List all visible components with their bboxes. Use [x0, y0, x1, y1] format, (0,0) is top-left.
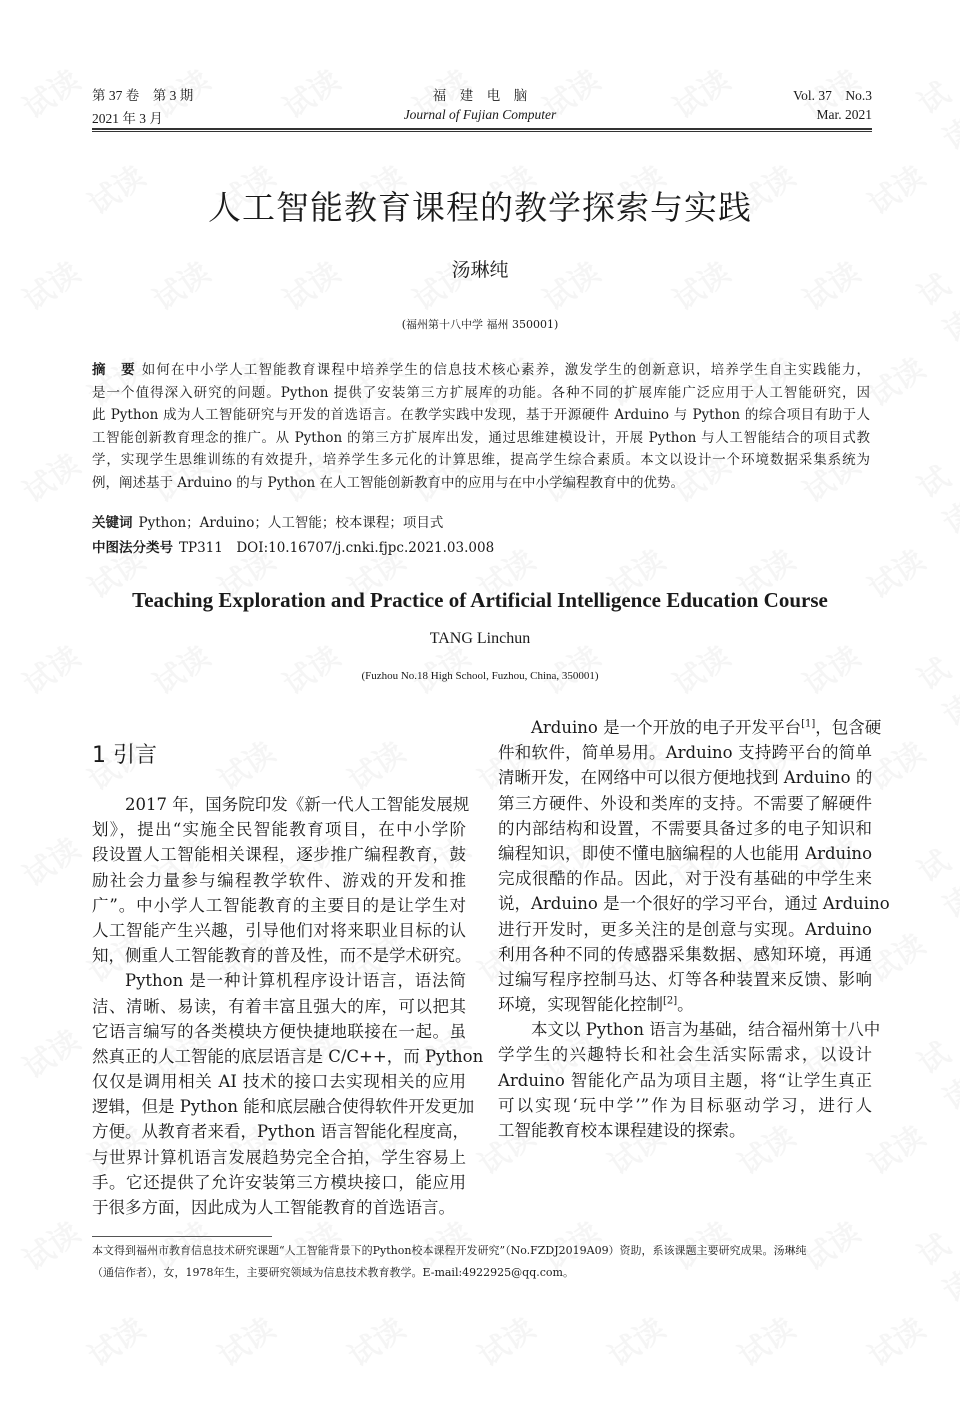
- english-affiliation: (Fuzhou No.18 High School, Fuzhou, China, 350001): [361, 670, 599, 682]
- footnote-line: （通信作者），女，1978年生，主要研究领域为信息技术教育教学。E-mail:4922925@qq.com。: [92, 1266, 574, 1279]
- header-volume-cn: 第 37 卷 第 3 期: [92, 88, 194, 103]
- header-date-cn: 2021 年 3 月: [92, 111, 163, 126]
- header-journal-cn: 福 建 电 脑: [432, 88, 528, 103]
- text-line: 说，Arduino 是一个很好的学习平台，通过 Arduino: [498, 894, 890, 914]
- watermark-text: [78, 1305, 152, 1375]
- right-column: [498, 715, 890, 1143]
- text-line: 第三方硬件、外设和类库的支持。不需要了解硬件: [498, 793, 872, 813]
- header-rule: [92, 128, 872, 130]
- citation: [2]: [663, 995, 678, 1007]
- watermark-text: [338, 729, 412, 799]
- english-title: Teaching Exploration and Practice of Artificial Intelligence Education Course: [132, 588, 828, 612]
- watermark-text: [338, 345, 412, 415]
- text-line: 逻辑，但是 Python 能和底层融合使得软件开发更加: [92, 1097, 475, 1117]
- watermark-text: [728, 1305, 802, 1375]
- watermark-text: [858, 345, 932, 415]
- text-line: Python 是一种计算机程序设计语言，语法简: [125, 971, 466, 991]
- watermark-text: [468, 345, 542, 415]
- watermark-text: [468, 1305, 542, 1375]
- text-line: 利用各种不同的传感器采集数据、感知环境，再通: [498, 944, 872, 964]
- paragraph: [498, 715, 890, 1017]
- watermark-text: [598, 1305, 672, 1375]
- paper-title: 人工智能教育课程的教学探索与实践: [208, 188, 752, 227]
- text-line: 清晰开发，在网络中可以很方便地找到 Arduino 的: [498, 768, 873, 788]
- text-line: 可以实现‘玩中学’”作为目标驱动学习，进行人: [498, 1095, 872, 1115]
- text-line: 学学生的兴趣特长和社会生活实际需求，以设计: [498, 1045, 872, 1065]
- watermark-text: [907, 645, 960, 734]
- text-line: 进行开发时，更多关注的是创意与实现。Arduino: [498, 919, 872, 939]
- text-line: 洁、清晰、易读，有着丰富且强大的库，可以把其: [92, 996, 466, 1016]
- text-line: 段设置人工智能相关课程，逐步推广编程教育，鼓: [92, 845, 466, 865]
- watermark-text: [13, 1017, 87, 1087]
- text-line: 手。它还提供了允许安装第三方模块接口，能应用: [92, 1172, 466, 1192]
- watermark-text: [13, 441, 87, 511]
- header-date-en: Mar. 2021: [816, 107, 872, 122]
- paragraph: [92, 968, 484, 1220]
- text-line: 编程知识，即使不懂电脑编程的人也能用 Arduino: [498, 843, 872, 863]
- watermark-text: [907, 837, 960, 926]
- classification: [92, 539, 870, 557]
- text-line: 广”。中小学人工智能教育的主要目的是让学生对: [92, 895, 466, 915]
- footnote-line: 本文得到福州市教育信息技术研究课题“人工智能背景下的Python校本课程开发研究”（No.FZDJ2019A09）资助，系该课题主要研究成果。汤琳纯: [92, 1244, 807, 1257]
- watermark-text: [598, 345, 672, 415]
- watermark-text: [13, 1209, 87, 1279]
- abstract-text: 工智能创新教育理念的推广。从 Python 的第三方扩展库出发，通过思维建模设计，开展 Python 与人工智能结合的项目式教: [92, 429, 870, 446]
- section-heading: 1 引言: [92, 743, 157, 768]
- abstract-text: 例，阐述基于 Arduino 的与 Python 在人工智能创新教育中的应用与在中小学编程教育中的优势。: [92, 475, 684, 491]
- keywords: [92, 514, 870, 532]
- text-line: 人工智能产生兴趣，引导他们对将来职业目标的认: [92, 920, 466, 940]
- text-line: 与世界计算机语言发展趋势完全合拍，学生容易上: [92, 1147, 466, 1167]
- abstract-text: 是一个值得深入研究的问题。Python 提供了安装第三方扩展库的功能。各种不同的扩展库能广泛应用于人工智能研究，因: [92, 384, 870, 401]
- abstract-line: [92, 474, 870, 492]
- english-author: TANG Linchun: [429, 630, 531, 647]
- paragraph: [498, 1017, 881, 1143]
- left-column: [92, 792, 484, 1220]
- watermark-text: [208, 345, 282, 415]
- abstract-line: [92, 361, 870, 379]
- text-line: 励社会力量参与编程教学软件、游戏的开发和推: [92, 870, 466, 890]
- watermark-text: [858, 1305, 932, 1375]
- text-line: 它语言编写的各类模块方便快捷地联接在一起。虽: [92, 1021, 466, 1041]
- abstract-text: 此 Python 成为人工智能研究与开发的首选语言。在教学实践中发现，基于开源硬件 Arduino 与 Python 的综合项目有助于人: [92, 407, 870, 424]
- paper-author: 汤琳纯: [451, 259, 509, 281]
- header-rule-thin: [92, 131, 872, 132]
- paragraph: [92, 792, 472, 968]
- abstract-text: 学，实现学生思维训练的有效提升，培养学生多元化的计算思维，提高学生综合素质。本文以设计一个环境数据采集系统为: [92, 452, 870, 469]
- text-line: Arduino 是一个开放的电子开发平台[1]，包含硬: [531, 718, 882, 737]
- text-line: 本文以 Python 语言为基础，结合福州第十八中: [531, 1020, 881, 1040]
- text-line: 件和软件，简单易用。Arduino 支持跨平台的简单: [498, 743, 872, 763]
- text-line: 过编写程序控制马达、灯等各种装置来反馈、影响: [498, 969, 872, 989]
- watermark-text: [208, 1305, 282, 1375]
- watermark-text: [907, 1221, 960, 1310]
- text-line: 方便。从教育者来看，Python 语言智能化程度高，: [92, 1122, 469, 1142]
- text-line: 完成很酷的作品。因此，对于没有基础的中学生来: [498, 869, 872, 889]
- abstract-line: [92, 429, 870, 447]
- watermark-text: [338, 1305, 412, 1375]
- text-line: 划》，提出“实施全民智能教育项目，在中小学阶: [92, 820, 466, 840]
- abstract-line: [92, 406, 870, 424]
- classification-label: 中图法分类号: [92, 540, 173, 556]
- abstract-line: [92, 451, 870, 469]
- text-line: 的内部结构和设置，不需要具备过多的电子知识和: [498, 818, 872, 838]
- footnote-rule: [92, 1236, 272, 1237]
- header-volume-en: Vol. 37 No.3: [793, 88, 872, 103]
- watermark-text: [728, 345, 802, 415]
- abstract-text: 如何在中小学人工智能教育课程中培养学生的信息技术核心素养，激发学生的创新意识，培养学生自主实践能力，: [141, 362, 871, 378]
- abstract-line: [92, 384, 870, 402]
- text-line: 于很多方面，因此成为人工智能教育的首选语言。: [92, 1198, 455, 1217]
- keywords-value: Python；Arduino；人工智能；校本课程；项目式: [138, 515, 444, 531]
- text-line: Arduino 智能化产品为项目主题，将“让学生真正: [498, 1070, 872, 1090]
- abstract-label: 摘 要: [92, 362, 136, 378]
- text-line: 环境，实现智能化控制[2]。: [498, 995, 694, 1015]
- classification-value: TP311 DOI:10.16707/j.cnki.fjpc.2021.03.008: [179, 540, 495, 556]
- watermark-text: [907, 453, 960, 542]
- text-line: 仅仅是调用相关 AI 技术的接口去实现相关的应用: [92, 1072, 466, 1092]
- watermark-text: [208, 729, 282, 799]
- citation: [1]: [801, 718, 816, 730]
- watermark-text: [907, 1029, 960, 1118]
- paper-affiliation: (福州第十八中学 福州 350001): [401, 318, 559, 331]
- header-journal-en: Journal of Fujian Computer: [403, 107, 557, 122]
- text-line: 然真正的人工智能的底层语言是 C/C++，而 Python: [92, 1046, 484, 1066]
- watermark-text: [78, 345, 152, 415]
- text-line: 工智能教育校本课程建设的探索。: [498, 1121, 746, 1140]
- text-line: 2017 年，国务院印发《新一代人工智能发展规: [125, 795, 470, 814]
- watermark-text: [13, 825, 87, 895]
- text-line: 知，侧重人工智能教育的普及性，而不是学术研究。: [92, 946, 472, 966]
- keywords-label: 关键词: [92, 515, 133, 531]
